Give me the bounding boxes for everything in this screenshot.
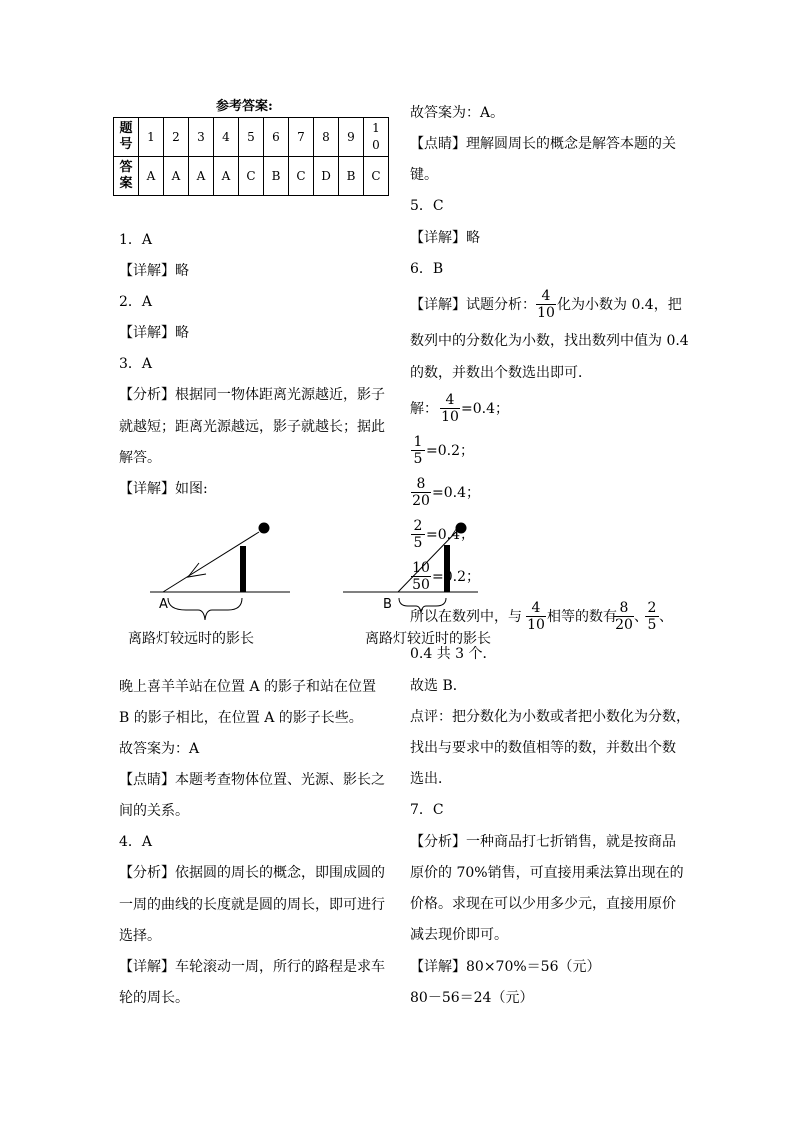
- figure-label-b: B: [383, 597, 392, 612]
- equation: =0.4；: [426, 527, 474, 543]
- answer-cell: A: [164, 157, 189, 196]
- q1-detail: 【详解】略: [119, 263, 189, 279]
- q7-analysis: 减去现价即可。: [410, 927, 508, 943]
- q7-analysis: 原价的 70%销售，可直接用乘法算出现在的: [410, 865, 684, 881]
- q4-analysis: 选择。: [119, 928, 161, 944]
- answer-cell: C: [239, 157, 264, 196]
- figure-a: [150, 523, 290, 621]
- q2-detail: 【详解】略: [119, 325, 189, 341]
- q3-conclusion: 故答案为：A: [119, 741, 200, 757]
- person-post: [240, 546, 246, 592]
- number-cell: 7: [289, 118, 314, 157]
- q4-answer: 4．A: [119, 834, 153, 850]
- number-cell: 2: [164, 118, 189, 157]
- q5-detail: 【详解】略: [410, 230, 480, 246]
- q4-point: 【点睛】理解圆周长的概念是解答本题的关: [410, 136, 676, 152]
- q3-analysis: 就越短；距离光源越远，影子就越长；据此: [119, 419, 385, 435]
- q1-answer: 1．A: [119, 232, 153, 248]
- q4-point: 键。: [410, 167, 438, 183]
- figure-caption-b: 离路灯较近时的影长: [365, 631, 491, 647]
- q7-analysis: 价格。求现在可以少用多少元，直接用原价: [410, 896, 676, 912]
- row-header-answer: 答 案: [114, 157, 139, 196]
- q6-answer: 6．B: [410, 261, 444, 277]
- equation: =0.4；: [432, 485, 480, 501]
- q7-answer: 7．C: [410, 802, 444, 818]
- fraction-4-10: $\frac{4}{10}$: [527, 600, 545, 633]
- q3-answer: 3．A: [119, 356, 153, 372]
- number-cell: 4: [214, 118, 239, 157]
- q4-detail: 轮的周长。: [119, 990, 189, 1006]
- q5-answer: 5．C: [410, 198, 444, 214]
- fraction-4-10: $\frac{4}{10}$: [441, 392, 459, 425]
- answer-cell: C: [289, 157, 314, 196]
- number-cell: 1 0: [364, 118, 389, 157]
- q3-detail: 【详解】如图:: [119, 481, 208, 497]
- q6-count: 0.4 共 3 个．: [410, 646, 497, 662]
- fraction-10-50: $\frac{10}{50}$: [412, 560, 430, 593]
- number-cell: 5: [239, 118, 264, 157]
- fraction-8-20: $\frac{8}{20}$: [412, 476, 430, 509]
- answer-cell: D: [314, 157, 339, 196]
- row-header-number: 题 号: [114, 118, 139, 157]
- fraction-8-20: $\frac{8}{20}$: [615, 600, 633, 633]
- fraction-1-5: $\frac{1}{5}$: [411, 434, 425, 467]
- answer-cell: B: [264, 157, 289, 196]
- separator: 、: [659, 609, 673, 625]
- fraction-2-5: $\frac{2}{5}$: [645, 600, 659, 633]
- q7-calc: 80－56＝24（元）: [410, 990, 534, 1006]
- q6-comment: 找出与要求中的数值相等的数，并数出个数: [410, 740, 676, 756]
- q2-answer: 2．A: [119, 294, 153, 310]
- fraction-4-10: $\frac{4}{10}$: [537, 288, 555, 321]
- answer-key-title: 参考答案:: [216, 99, 273, 114]
- q6-choice: 故选 B．: [410, 678, 467, 694]
- equation: =0.2；: [432, 569, 480, 585]
- q6-detail: 化为小数为 0.4，把: [557, 297, 682, 313]
- separator: 、: [634, 609, 648, 625]
- equation: =0.4；: [461, 401, 509, 417]
- q6-comment: 选出．: [410, 771, 452, 787]
- q6-text: 的数，并数出个数选出即可．: [410, 365, 592, 381]
- q6-conclusion: 相等的数有: [547, 609, 617, 625]
- q4-detail: 【详解】车轮滚动一周，所行的路程是求车: [119, 959, 385, 975]
- q7-analysis: 【分析】一种商品打七折销售，就是按商品: [410, 834, 676, 850]
- q3-point: 【点睛】本题考查物体位置、光源、影长之: [119, 772, 385, 788]
- q4-analysis: 一周的曲线的长度就是圆的周长，即可进行: [119, 897, 385, 913]
- q4-conclusion: 故答案为：A。: [410, 105, 505, 121]
- q6-conclusion: 所以在数列中，与: [410, 609, 522, 625]
- answer-cell: A: [139, 157, 164, 196]
- answer-cell: C: [364, 157, 389, 196]
- answer-cell: A: [189, 157, 214, 196]
- q6-comment: 点评：把分数化为小数或者把小数化为分数，: [410, 709, 690, 725]
- lamp-icon: [259, 523, 270, 534]
- number-cell: 9: [339, 118, 364, 157]
- equation: =0.2；: [426, 443, 474, 459]
- q6-text: 数列中的分数化为小数，找出数列中值为 0.4: [410, 333, 689, 349]
- q3-text: B 的影子相比，在位置 A 的影子长些。: [119, 710, 363, 726]
- q3-analysis: 【分析】根据同一物体距离光源越近，影子: [119, 387, 385, 403]
- figure-caption-a: 离路灯较远时的影长: [128, 631, 254, 647]
- number-cell: 8: [314, 118, 339, 157]
- q7-detail: 【详解】80×70%＝56（元）: [410, 959, 601, 975]
- q3-point: 间的关系。: [119, 803, 189, 819]
- q6-solve: 解：: [410, 401, 438, 417]
- q3-analysis: 解答。: [119, 450, 161, 466]
- q3-text: 晚上喜羊羊站在位置 A 的影子和站在位置: [119, 679, 377, 695]
- brace-icon: [168, 598, 242, 620]
- answer-cell: A: [214, 157, 239, 196]
- q4-analysis: 【分析】依据圆的周长的概念，即围成圆的: [119, 865, 385, 881]
- number-cell: 6: [264, 118, 289, 157]
- fraction-2-5: $\frac{2}{5}$: [411, 518, 425, 551]
- number-cell: 3: [189, 118, 214, 157]
- answer-cell: B: [339, 157, 364, 196]
- number-cell: 1: [139, 118, 164, 157]
- q6-detail: 【详解】试题分析：: [410, 297, 536, 313]
- figure-label-a: A: [159, 597, 168, 612]
